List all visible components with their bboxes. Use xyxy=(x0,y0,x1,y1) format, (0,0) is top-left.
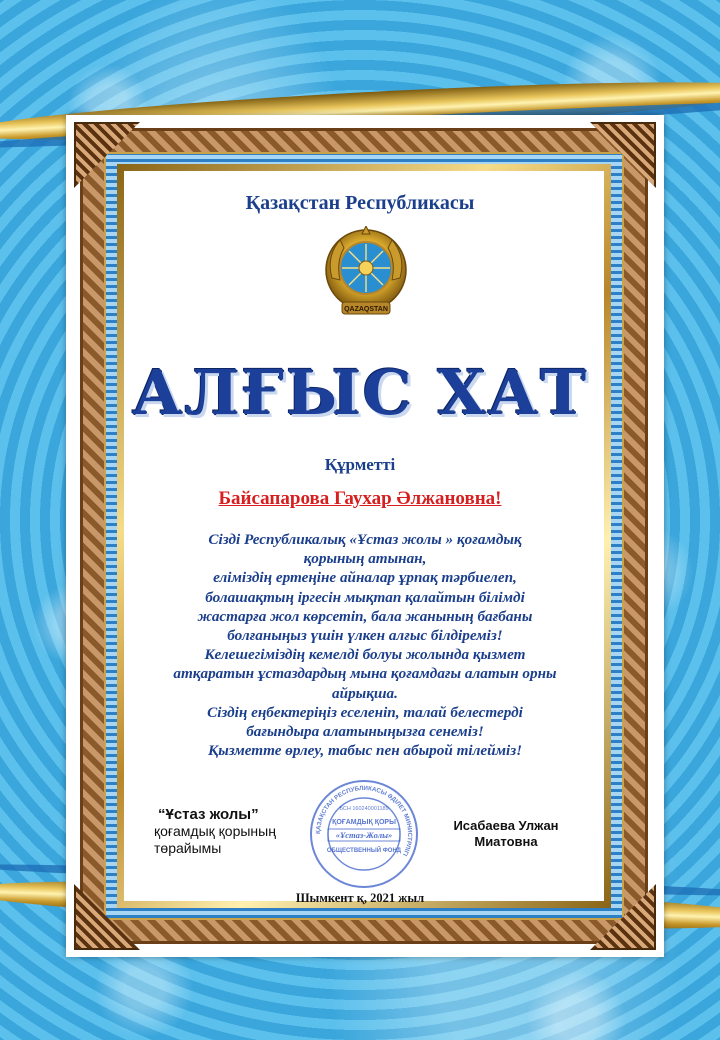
stamp-center-text: «Ұстаз-Жолы» xyxy=(335,830,393,840)
body-line: Келешегіміздің кемелді болуы жолында қызмет xyxy=(204,646,526,664)
country-name: Қазақстан Республикасы xyxy=(245,192,475,214)
organization-name: “Ұстаз жолы” xyxy=(158,806,259,823)
signatory-name xyxy=(440,818,572,850)
body-line: қорының атынан, xyxy=(303,550,427,568)
stamp-id-text: БСН 160240001189 xyxy=(339,806,389,812)
stamp-top-text: ҚОҒАМДЫҚ ҚОРЫ xyxy=(332,819,396,826)
body-line: айрықша. xyxy=(332,684,398,702)
body-line: Сіздің еңбектеріңіз еселеніп, талай белестерді xyxy=(207,703,523,721)
recipient-name: Байсапарова Гаухар Әлжановна! xyxy=(218,488,502,509)
body-line: Қызметте өрлеу, табыс пен абырой тілейміз! xyxy=(207,742,523,760)
signatory-name-line: Исабаева Улжан xyxy=(453,818,559,833)
body-line: болғаныңыз үшін үлкен алғыс білдіреміз! xyxy=(227,627,503,645)
body-line: бағындыра алатыныңызға сенеміз! xyxy=(246,723,484,741)
greeting: Құрметті xyxy=(324,455,396,474)
signatory-position: төрайымы xyxy=(154,840,222,856)
place-and-date: Шымкент қ, 2021 жыл xyxy=(295,891,425,905)
state-emblem-icon xyxy=(322,226,410,322)
certificate-title: АЛҒЫС ХАТ xyxy=(131,356,589,429)
signatory-organization xyxy=(154,806,276,857)
organization-line: қоғамдық қорының xyxy=(154,823,276,839)
certificate-body xyxy=(168,530,562,760)
official-stamp-icon xyxy=(308,778,420,890)
body-line: еліміздің ертеңіне айналар ұрпақ тәрбиелеп, xyxy=(213,569,517,587)
body-line: жастарға жол көрсетіп, бала жанының бағбаны xyxy=(197,607,533,625)
stamp-ring-text: ҚАЗАҚСТАН РЕСПУБЛИКАСЫ ӘДІЛЕТ МИНИСТРЛІГІ xyxy=(314,784,414,858)
body-line: Сізді Республикалық «Ұстаз жолы » қоғамдық xyxy=(208,531,522,548)
signatory-name-line: Миатовна xyxy=(474,834,538,849)
body-line: болашақтың іргесін мықтап қалайтын білімді xyxy=(205,588,525,606)
stamp-bottom-text: ОБЩЕСТВЕННЫЙ ФОНД xyxy=(326,848,402,854)
body-line: атқаратын ұстаздардың мына қоғамдағы алатын орны xyxy=(173,665,557,683)
emblem-text: QAZAQSTAN xyxy=(344,306,388,313)
